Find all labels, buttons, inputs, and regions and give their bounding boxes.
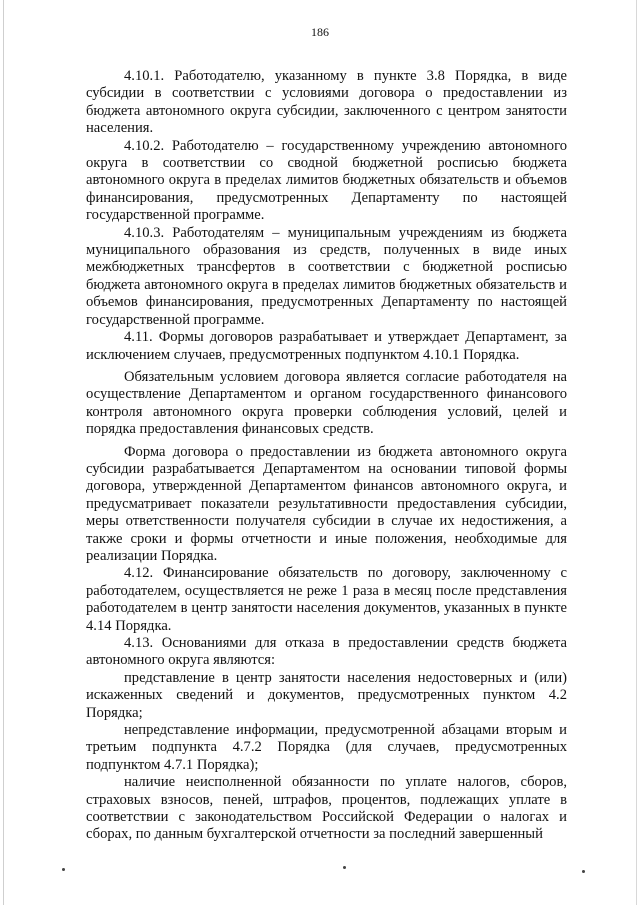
paragraph-refusal-reason-3: наличие неисполненной обязанности по уплате налогов, сборов, страховых взносов, пеней, штрафов, процентов, подлежащих уплате в соответствии с законодательством Российской Федерации о налогах и сборах, по данным бухгалтерской отчетности за последний завершенный <box>86 774 567 843</box>
paragraph-4-13: 4.13. Основаниями для отказа в предоставлении средств бюджета автономного округа являются: <box>86 635 567 669</box>
page-number: 186 <box>311 25 329 39</box>
paragraph-4-10-1: 4.10.1. Работодателю, указанному в пункте 3.8 Порядка, в виде субсидии в соответствии с условиями договора о предоставлении из бюджета автономного округа субсидии, заключенного с центром занятости населения. <box>86 68 567 137</box>
document-body <box>86 68 567 844</box>
paragraph-4-12: 4.12. Финансирование обязательств по договору, заключенному с работодателем, осуществляется не реже 1 раза в месяц после представления работодателем в центр занятости населения документов, указанных в пункте 4.14 Порядка. <box>86 565 567 634</box>
scan-speck-right <box>582 870 585 873</box>
paragraph-mandatory-condition: Обязательным условием договора является согласие работодателя на осуществление Департаментом и органом государственного финансового контроля автономного округа проверки соблюдения условий, целей и порядка предоставления финансовых средств. <box>86 368 567 438</box>
scan-edge-right <box>636 0 637 905</box>
paragraph-refusal-reason-1: представление в центр занятости населения недостоверных и (или) искаженных сведений и документов, предусмотренных пунктом 4.2 Порядка; <box>86 669 567 721</box>
scan-edge-left <box>3 0 4 905</box>
paragraph-refusal-reason-2: непредставление информации, предусмотренной абзацами вторым и третьим подпункта 4.7.2 Порядка (для случаев, предусмотренных подпунктом 4.7.1 Порядка); <box>86 722 567 773</box>
paragraph-contract-form: Форма договора о предоставлении из бюджета автономного округа субсидии разрабатывается Департаментом на основании типовой формы договора, утвержденной Департаментом финансов автономного округа, и предусматривает показатели результативности предоставления субсидии, меры ответственности получателя субсидии в случае их недостижения, а также сроки и формы отчетности и иные положения, необходимые для реализации Порядка. <box>86 443 567 564</box>
paragraph-4-10-2: 4.10.2. Работодателю – государственному учреждению автономного округа в соответствии со сводной бюджетной росписью бюджета автономного округа в пределах лимитов бюджетных обязательств и объемов финансирования, предусмотренных Департаменту по настоящей государственной программе. <box>86 137 567 224</box>
scan-speck-center <box>343 866 346 869</box>
scan-speck-left <box>62 868 65 871</box>
paragraph-4-11: 4.11. Формы договоров разрабатывает и утверждает Департамент, за исключением случаев, предусмотренных подпунктом 4.10.1 Порядка. <box>86 329 567 363</box>
paragraph-4-10-3: 4.10.3. Работодателям – муниципальным учреждениям из бюджета муниципального образования из средств, полученных в виде иных межбюджетных трансфертов в соответствии с бюджетной росписью бюджета автономного округа в пределах лимитов бюджетных обязательств и объемов финансирования, предусмотренных Департаменту по настоящей государственной программе. <box>86 224 567 328</box>
